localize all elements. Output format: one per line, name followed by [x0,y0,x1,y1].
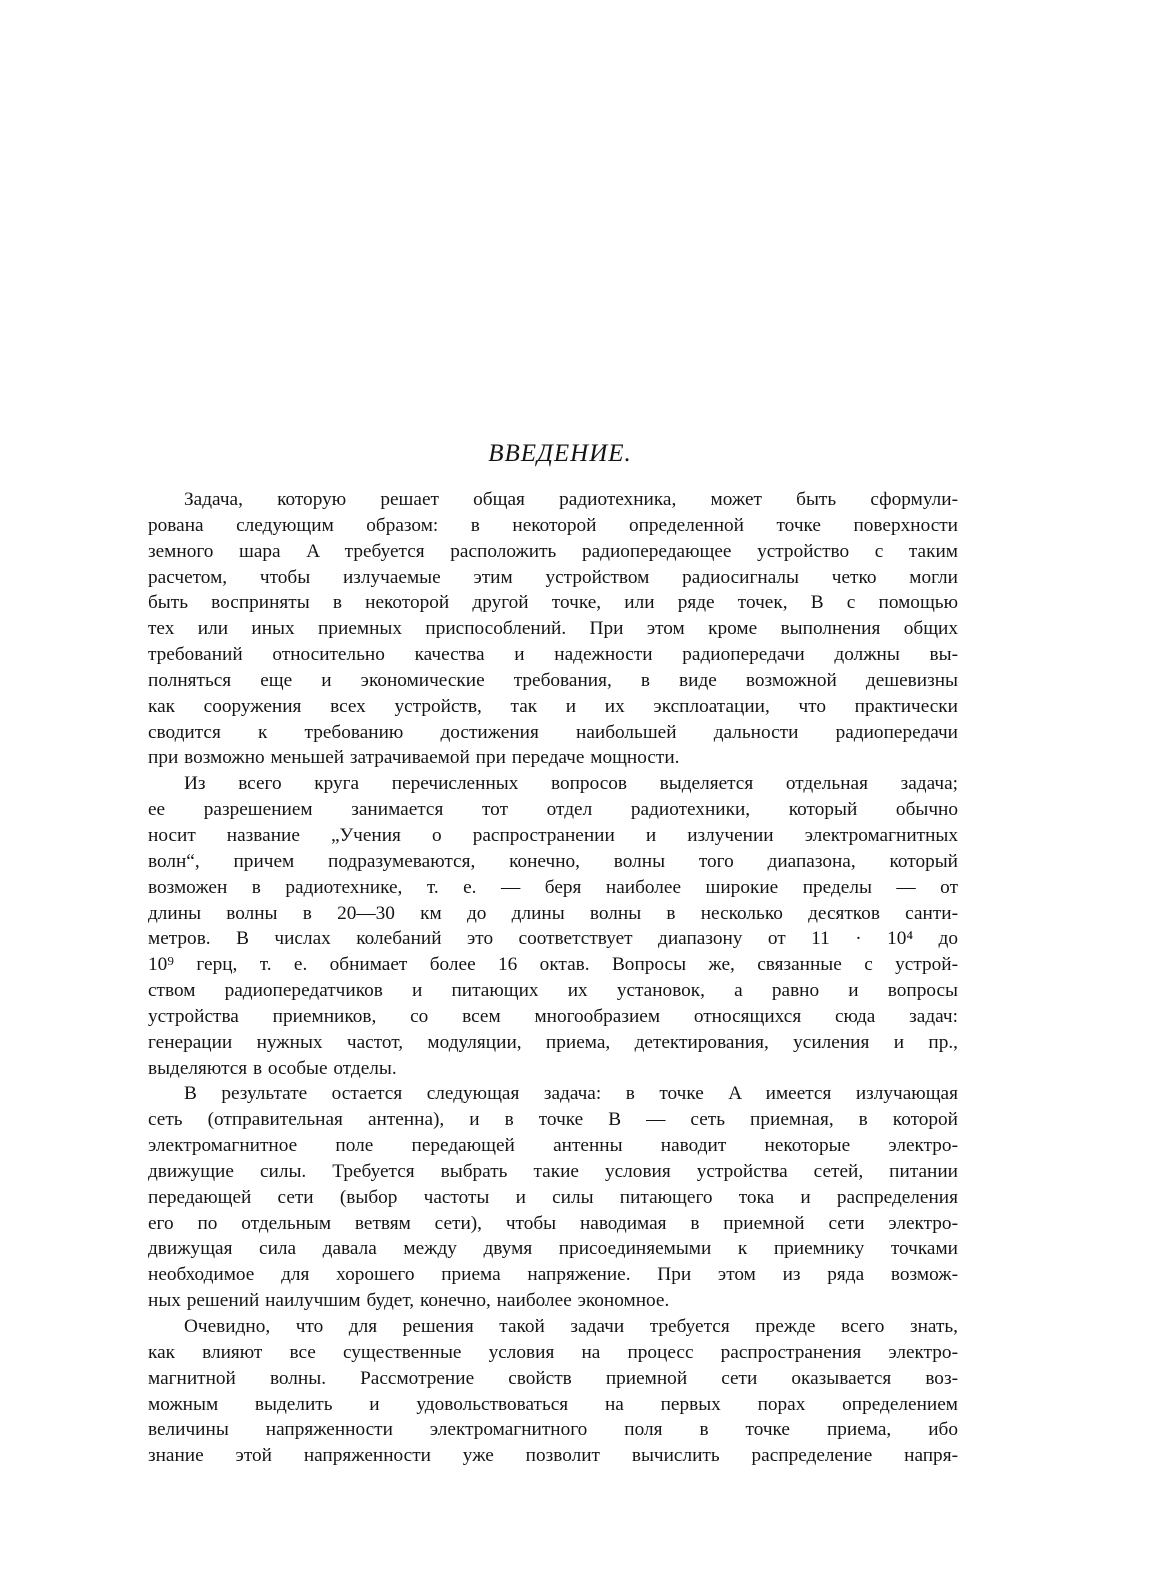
text-line: можным выделить и удовольствоваться на первых порах определением [148,1393,958,1415]
text-line: 10⁹ герц, т. е. обнимает более 16 октав. Вопросы же, связанные с устрой- [148,954,958,976]
body-text [148,487,958,1469]
text-line: ее разрешением занимается тот отдел радиотехники, который обычно [148,799,958,821]
text-line: метров. В числах колебаний это соответствует диапазону от 11 · 10⁴ до [148,928,958,950]
text-line: как влияют все существенные условия на процесс распространения электро- [148,1341,958,1363]
text-line: выделяются в особые отделы. [148,1057,397,1079]
text-line: электромагнитное поле передающей антенны наводит некоторые электро- [148,1135,958,1157]
text-line: быть восприняты в некоторой другой точке, или ряде точек, B с помощью [148,592,958,614]
text-line: длины волны в 20—30 км до длины волны в несколько десятков санти- [148,902,958,924]
section-heading: ВВЕДЕНИЕ. [488,440,632,467]
paragraph-2 [148,771,958,1081]
text-line: его по отдельным ветвям сети), чтобы наводимая в приемной сети электро- [148,1212,958,1234]
text-line: тех или иных приемных приспособлений. При этом кроме выполнения общих [148,618,958,640]
paragraph-4 [148,1314,958,1469]
text-line: земного шара A требуется расположить радиопередающее устройство с таким [148,540,958,562]
paragraph-1 [148,487,958,771]
text-line: при возможно меньшей затрачиваемой при передаче мощности. [148,747,680,769]
text-line: Из всего круга перечисленных вопросов выделяется отдельная задача; [184,773,958,795]
text-line: рована следующим образом: в некоторой определенной точке поверхности [148,514,958,536]
text-line: В результате остается следующая задача: в точке A имеется излучающая [184,1083,958,1105]
text-line: сеть (отправительная антенна), и в точке B — сеть приемная, в которой [148,1109,958,1131]
text-line: носит название „Учения о распространении и излучении электромагнитных [148,824,958,846]
paragraph-3 [148,1081,958,1314]
text-line: магнитной волны. Рассмотрение свойств приемной сети оказывается воз- [148,1367,958,1389]
text-line: волн“, причем подразумеваются, конечно, волны того диапазона, который [148,850,958,872]
text-line: передающей сети (выбор частоты и силы питающего тока и распределения [148,1186,958,1208]
text-line: величины напряженности электромагнитного поля в точке приема, ибо [148,1419,958,1441]
text-line: знание этой напряженности уже позволит вычислить распределение напря- [148,1445,958,1467]
text-line: ством радиопередатчиков и питающих их установок, а равно и вопросы [148,980,958,1002]
text-line: генерации нужных частот, модуляции, приема, детектирования, усиления и пр., [148,1031,958,1053]
text-line: требований относительно качества и надежности радиопередачи должны вы- [148,644,958,666]
text-line: движущая сила давала между двумя присоединяемыми к приемнику точками [148,1238,958,1260]
text-line: возможен в радиотехнике, т. е. — беря наиболее широкие пределы — от [148,876,958,898]
text-line: устройства приемников, со всем многообразием относящихся сюда задач: [148,1005,958,1027]
text-line: расчетом, чтобы излучаемые этим устройством радиосигналы четко могли [148,566,958,588]
text-line: движущие силы. Требуется выбрать такие условия устройства сетей, питании [148,1160,958,1182]
text-line: Очевидно, что для решения такой задачи требуется прежде всего знать, [184,1316,958,1337]
text-line: сводится к требованию достижения наибольшей дальности радиопередачи [148,721,958,743]
text-line: необходимое для хорошего приема напряжение. При этом из ряда возмож- [148,1264,958,1286]
text-line: полняться еще и экономические требования, в виде возможной дешевизны [148,669,958,691]
text-line: как сооружения всех устройств, так и их эксплоатации, что практически [148,695,958,717]
text-line: Задача, которую решает общая радиотехника, может быть сформули- [184,489,958,510]
text-line: ных решений наилучшим будет, конечно, наиболее экономное. [148,1290,670,1312]
